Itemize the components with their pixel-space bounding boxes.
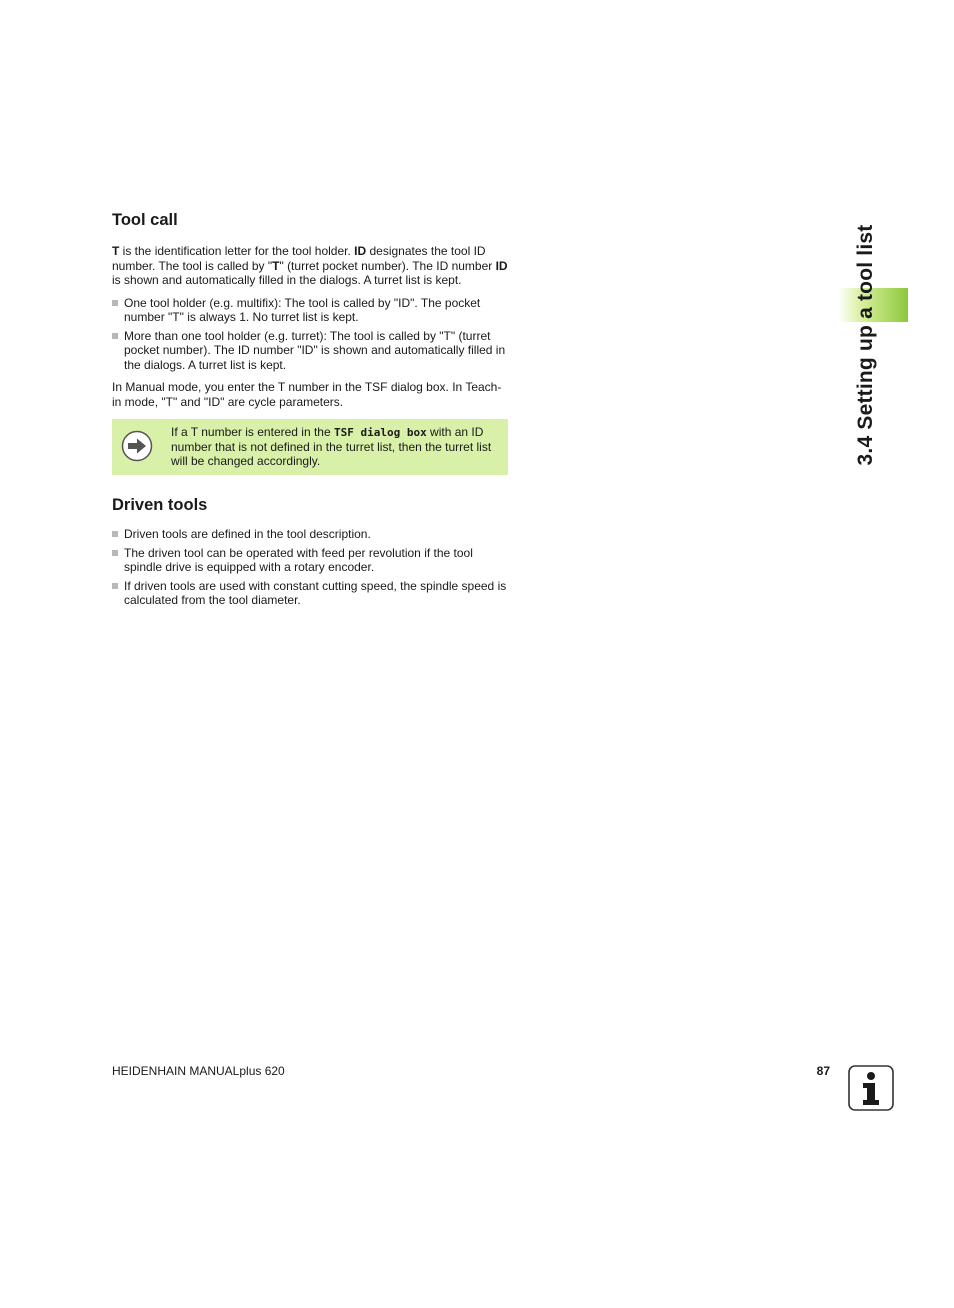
intro-text-1: is the identification letter for the tool holder. xyxy=(119,244,355,258)
tool-call-bullets xyxy=(112,296,508,373)
arrow-right-icon xyxy=(121,430,153,462)
note-text-after: with an ID number that is not defined in the turret list, then the turret list will be changed accordingly. xyxy=(171,425,492,468)
list-item: The driven tool can be operated with feed per revolution if the tool spindle drive is equipped with a rotary encoder. xyxy=(112,546,508,575)
manual-mode-para: In Manual mode, you enter the T number in the TSF dialog box. In Teach-in mode, "T" and "ID" are cycle parameters. xyxy=(112,380,502,409)
list-item: More than one tool holder (e.g. turret): The tool is called by "T" (turret pocket number). The ID number "ID" is shown and automatically filled in the dialogs. A turret list is kept. xyxy=(112,329,508,373)
list-item: Driven tools are defined in the tool description. xyxy=(112,527,508,542)
bold-id: ID xyxy=(354,244,367,258)
footer-product: HEIDENHAIN MANUALplus 620 xyxy=(112,1064,285,1078)
note-box xyxy=(112,419,508,475)
info-icon xyxy=(848,1065,894,1111)
note-code: TSF dialog box xyxy=(333,426,427,439)
page-number: 87 xyxy=(816,1064,830,1078)
intro-text-2: designates the tool ID number. The tool is called by " xyxy=(112,244,486,273)
note-text-before: If a T number is entered in the xyxy=(171,425,334,439)
chapter-title: 3.4 Setting up a tool list xyxy=(854,224,877,466)
heading-tool-call: Tool call xyxy=(112,211,178,229)
driven-tools-bullets xyxy=(112,527,508,608)
bold-t: T xyxy=(112,244,120,258)
intro-text-3: " (turret pocket number). The ID number xyxy=(279,258,496,273)
note-text xyxy=(171,425,498,468)
main-content xyxy=(112,208,508,612)
tool-call-intro xyxy=(112,244,508,288)
bold-t-2: T xyxy=(272,258,280,273)
list-item: If driven tools are used with constant cutting speed, the spindle speed is calculated from the tool diameter. xyxy=(112,579,508,608)
bold-id-2: ID xyxy=(495,258,508,273)
list-item: One tool holder (e.g. multifix): The tool is called by "ID". The pocket number "T" is always 1. No turret list is kept. xyxy=(112,296,508,325)
heading-driven-tools: Driven tools xyxy=(112,496,208,514)
intro-text-4: is shown and automatically filled in the dialogs. A turret list is kept. xyxy=(112,273,462,287)
